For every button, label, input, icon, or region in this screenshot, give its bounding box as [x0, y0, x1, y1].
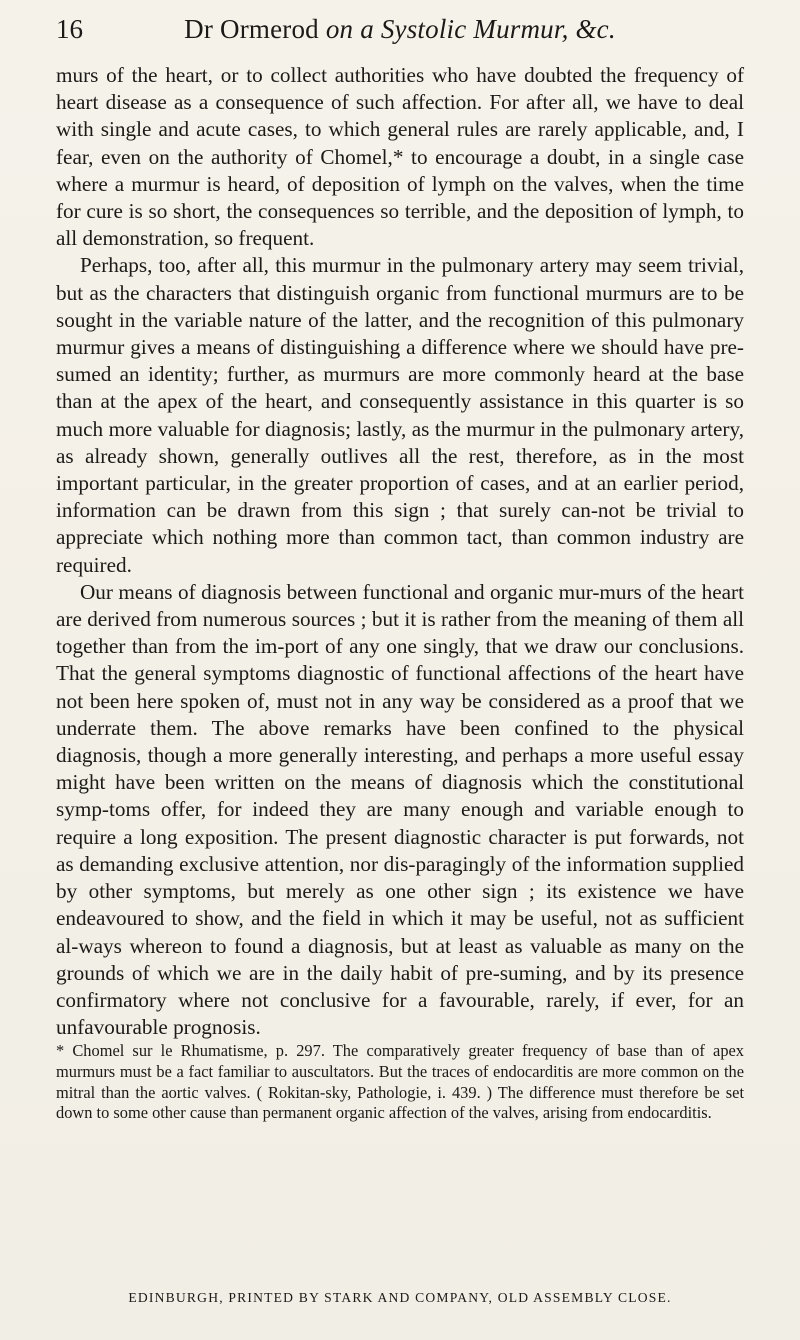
paragraph-1: murs of the heart, or to collect authorities who have doubted the frequency of heart disease as a consequence of such affection. For after all, we have to deal with single and acute cases, to which general rules are rarely applicable, and, I fear, even on the authority of Chomel,* to encourage a doubt, in a single case where a murmur is heard, of deposition of lymph on the valves, when the time for cure is so short, the consequences so terrible, and the deposition of lymph, to all demonstration, so frequent. [56, 63, 744, 251]
page-number: 16 [56, 14, 83, 44]
body-text [56, 62, 744, 1124]
running-title-subject: on a Systolic Murmur, &c. [325, 14, 616, 44]
running-title [56, 14, 744, 45]
paragraph-3: Our means of diagnosis between functional and organic mur-murs of the heart are derived from numerous sources ; but it is rather from the meaning of them all together than from the im-port of any one singly, that we draw our conclusions. That the general symptoms diagnostic of functional affections of the heart have not been here spoken of, must not in any way be considered as a proof that we underrate them. The above remarks have been confined to the physical diagnosis, though a more generally interesting, and perhaps a more useful essay might have been written on the means of diagnosis which the constitutional symp-toms offer, for indeed they are many enough and variable enough to require a long exposition. The present diagnostic character is put forwards, not as demanding exclusive attention, nor dis-paragingly of the information supplied by other symptoms, but merely as one other sign ; its existence we have endeavoured to show, and the field in which it may be useful, not as sufficient al-ways whereon to found a diagnosis, but at least as valuable as many on the grounds of which we are in the daily habit of pre-suming, and by its presence confirmatory where not conclusive for a favourable, rarely, if ever, for an unfavourable prognosis. [56, 579, 744, 1040]
running-title-author: Dr Ormerod [184, 14, 319, 44]
running-head [56, 14, 744, 58]
printer-imprint: EDINBURGH, PRINTED BY STARK AND COMPANY, OLD ASSEMBLY CLOSE. [128, 1290, 672, 1305]
paragraph-2: Perhaps, too, after all, this murmur in the pulmonary artery may seem trivial, but as the characters that distinguish organic from functional murmurs are to be sought in the variable nature of the latter, and the recognition of this pulmonary murmur gives a means of distinguishing a difference where we should have pre-sumed an identity; further, as murmurs are more commonly heard at the base than at the apex of the heart, and consequently assistance in this quarter is so much more valuable for diagnosis; lastly, as the murmur in the pulmonary artery, as already shown, generally outlives all the rest, therefore, as in the most important particular, in the greater proportion of cases, and at an earlier period, information can be drawn from this sign ; that surely can-not be trivial to appreciate which nothing more than common tact, than common industry are required. [56, 253, 744, 577]
footnote: * Chomel sur le Rhumatisme, p. 297. The comparatively greater frequency of base than of apex murmurs must be a fact familiar to auscultators. But the traces of endocarditis are more common on the mitral than the aortic valves. ( Rokitan-sky, Pathologie, i. 439. ) The difference must therefore be set down to some other cause than permanent organic affection of the valves, arising from endocarditis. [56, 1041, 744, 1123]
